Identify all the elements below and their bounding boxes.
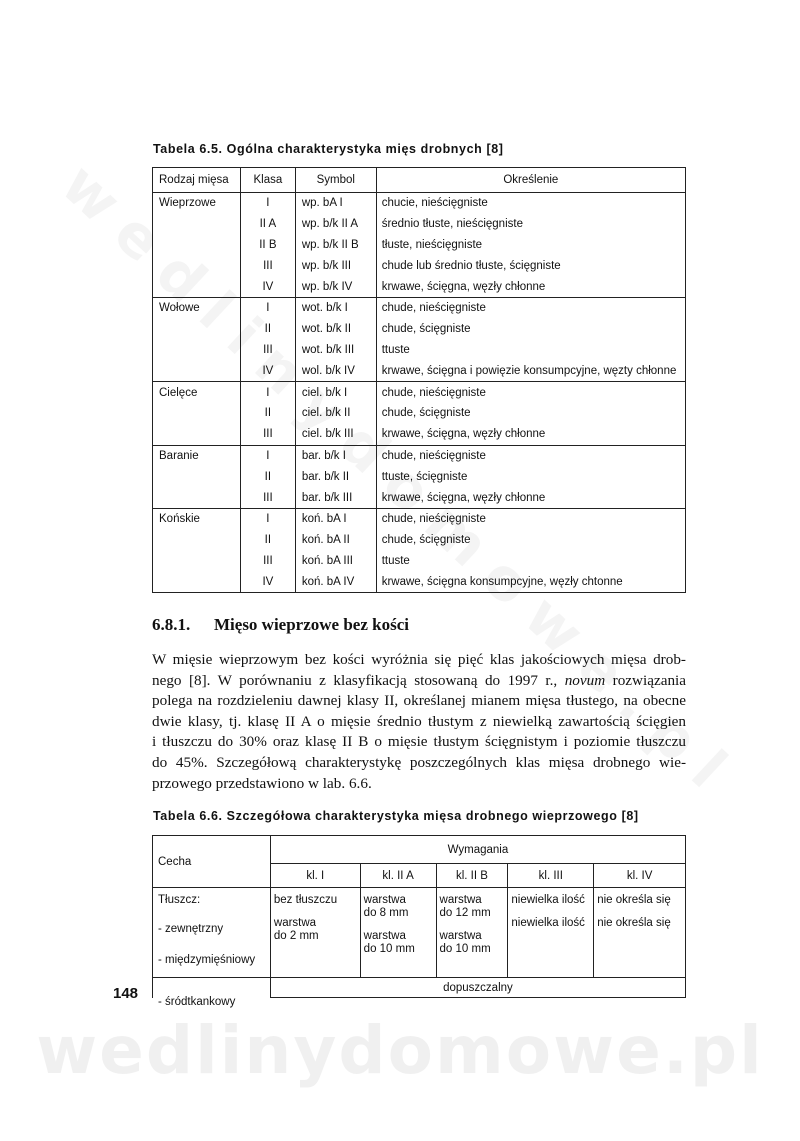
table-cell [436, 888, 508, 978]
table-header-row [153, 836, 686, 864]
cell-line: warstwa [439, 930, 482, 942]
table-cell: ttuste [376, 340, 685, 361]
table-body [153, 193, 686, 593]
table-cell: II [240, 319, 295, 340]
table-row [153, 193, 686, 214]
table-cell: tłuste, nieścięgniste [376, 235, 685, 256]
table-cell [153, 235, 241, 256]
table-cell: ciel. b/k II [295, 403, 376, 424]
table-cell [594, 888, 686, 978]
meat-classes-table [152, 167, 686, 593]
table-cell [153, 319, 241, 340]
italic-term: novum [564, 671, 606, 689]
table-cell: ciel. b/k I [295, 382, 376, 403]
cell-line: nie określa się [597, 917, 671, 929]
table-row [153, 255, 686, 276]
cell-line: bez tłuszczu [273, 894, 338, 906]
cell-line: do 8 mm [363, 907, 409, 919]
table-row [153, 888, 686, 978]
header-cell: kl. III [508, 864, 594, 888]
cell-line: warstwa [363, 930, 406, 942]
table-row [153, 424, 686, 445]
table-cell: II [240, 403, 295, 424]
paragraph-line: polega na rozdzieleniu dawnej klasy II, określanej mianem mięsa tłustego, na obecne [152, 692, 686, 710]
table-cell: III [240, 255, 295, 276]
cell-line: do 10 mm [363, 943, 415, 955]
header-cell: kl. II B [436, 864, 508, 888]
table-cell: krwawe, ścięgna i powięzie konsumpcyjne, węzty chłonne [376, 360, 685, 381]
table-cell: IV [240, 360, 295, 381]
table-cell: wot. b/k I [295, 297, 376, 318]
table-header-row [153, 168, 686, 193]
table-caption: Tabela 6.6. Szczegółowa charakterystyka mięsa drobnego wieprzowego [8] [153, 808, 639, 824]
table-cell: wp. b/k II A [295, 214, 376, 235]
table-row [153, 551, 686, 572]
table-cell: bar. b/k III [295, 487, 376, 508]
paragraph-line: do 45%. Szczegółową charakterystykę poszczególnych klas mięsa drobnego wie- [152, 753, 686, 771]
table-row [153, 571, 686, 592]
row-label: Tłuszcz: [158, 894, 201, 906]
pork-requirements-table [152, 835, 686, 998]
table-cell: wp. bA I [295, 193, 376, 214]
table-cell: bar. b/k II [295, 466, 376, 487]
cell-line: do 12 mm [439, 907, 491, 919]
table-row [153, 403, 686, 424]
header-cell: kl. IV [594, 864, 686, 888]
body-paragraph [152, 650, 686, 794]
header-cell: Określenie [376, 168, 685, 193]
table-cell: wot. b/k II [295, 319, 376, 340]
table-cell: I [240, 193, 295, 214]
table-row [153, 508, 686, 529]
table-row [153, 530, 686, 551]
table-cell: I [240, 297, 295, 318]
table-cell: chude, ścięgniste [376, 530, 685, 551]
table-cell [153, 571, 241, 592]
text-run: rozwiązania [605, 671, 687, 689]
table-cell: III [240, 551, 295, 572]
table-cell: III [240, 487, 295, 508]
table-cell: krwawe, ścięgna konsumpcyjne, węzły chtonne [376, 571, 685, 592]
table-row [153, 487, 686, 508]
table-cell: wp. b/k III [295, 255, 376, 276]
table-cell: IV [240, 571, 295, 592]
table-cell: II [240, 466, 295, 487]
table-cell [153, 403, 241, 424]
table-cell: I [240, 382, 295, 403]
table-row [153, 978, 686, 998]
table-cell: ttuste [376, 551, 685, 572]
table-cell: chude, ścięgniste [376, 403, 685, 424]
table-cell: wp. b/k IV [295, 276, 376, 297]
table-cell [153, 551, 241, 572]
table-cell: chude, nieścięgniste [376, 508, 685, 529]
table-cell: wp. b/k II B [295, 235, 376, 256]
table-row [153, 276, 686, 297]
table-cell: Baranie [153, 445, 241, 466]
table-row [153, 466, 686, 487]
sub-label: - międzymięśniowy [158, 954, 256, 966]
table-row [153, 445, 686, 466]
table-cell: koń. bA III [295, 551, 376, 572]
table-cell [153, 530, 241, 551]
table-cell [153, 255, 241, 276]
table-row [153, 235, 686, 256]
table-cell: IV [240, 276, 295, 297]
header-cell: Rodzaj mięsa [153, 168, 241, 193]
table-cell: dopuszczalny [270, 978, 685, 998]
table-cell: ciel. b/k III [295, 424, 376, 445]
cell-line: warstwa [363, 894, 406, 906]
table-cell [270, 888, 360, 978]
paragraph-line: przowego przedstawiono w lab. 6.6. [152, 774, 372, 792]
cell-line: warstwa [439, 894, 482, 906]
table-cell: krwawe, ścięgna, węzły chłonne [376, 487, 685, 508]
table-cell [153, 978, 271, 998]
table-cell: koń. bA II [295, 530, 376, 551]
cell-line: nie określa się [597, 894, 671, 906]
table-cell: koń. bA IV [295, 571, 376, 592]
table-cell [153, 466, 241, 487]
header-cell: Klasa [240, 168, 295, 193]
table-cell [508, 888, 594, 978]
table-cell: Cielęce [153, 382, 241, 403]
table-cell: I [240, 445, 295, 466]
section-heading [152, 615, 409, 635]
table-cell: bar. b/k I [295, 445, 376, 466]
text-run: nego [8]. W porównaniu z klasyfikacją stosowaną do 1997 r., [152, 671, 565, 689]
table-cell [153, 360, 241, 381]
table-cell [153, 276, 241, 297]
table-cell [153, 487, 241, 508]
table-cell [153, 340, 241, 361]
table-cell: chude, nieścięgniste [376, 297, 685, 318]
table-cell [153, 214, 241, 235]
table-cell: II A [240, 214, 295, 235]
header-cell: Wymagania [270, 836, 685, 864]
paragraph-line: i tłuszczu do 30% oraz klasę II B o mięsie tłustym ścięgnistym i poziomie tłuszczu [152, 733, 686, 751]
table-caption: Tabela 6.5. Ogólna charakterystyka mięs drobnych [8] [153, 141, 504, 157]
table-cell: wot. b/k III [295, 340, 376, 361]
cell-line: do 2 mm [273, 930, 319, 942]
cell-line: do 10 mm [439, 943, 491, 955]
table-cell: I [240, 508, 295, 529]
table-cell: Wołowe [153, 297, 241, 318]
table-cell: chude, nieścięgniste [376, 445, 685, 466]
header-cell: kl. II A [360, 864, 436, 888]
paragraph-line [152, 671, 686, 692]
header-cell: Symbol [295, 168, 376, 193]
table-cell: Końskie [153, 508, 241, 529]
table-cell: chude, ścięgniste [376, 319, 685, 340]
cell-line: warstwa [273, 917, 317, 929]
paragraph-line: dwie klasy, tj. klasę II A o mięsie średnio tłustym z niewielką zawartością ścięgien [152, 712, 686, 730]
sub-label: - śródtkankowy [158, 996, 236, 1008]
table-cell [360, 888, 436, 978]
table-cell: średnio tłuste, nieścięgniste [376, 214, 685, 235]
table-row [153, 214, 686, 235]
cell-line: niewielka ilość [511, 894, 585, 906]
table-cell: II [240, 530, 295, 551]
table-cell: chude, nieścięgniste [376, 382, 685, 403]
section-title: Mięso wieprzowe bez kości [214, 615, 409, 634]
cell-line: niewielka ilość [511, 917, 585, 929]
table-row [153, 297, 686, 318]
table-cell: Wieprzowe [153, 193, 241, 214]
table-row [153, 340, 686, 361]
table-cell: koń. bA I [295, 508, 376, 529]
table-cell: chude lub średnio tłuste, ścięgniste [376, 255, 685, 276]
table-row [153, 382, 686, 403]
sub-label: - zewnętrzny [158, 923, 224, 935]
table-cell: II B [240, 235, 295, 256]
table-cell [153, 424, 241, 445]
table-cell: krwawe, ścięgna, węzły chłonne [376, 424, 685, 445]
table-row [153, 360, 686, 381]
table-row [153, 319, 686, 340]
table-cell: III [240, 424, 295, 445]
paragraph-line: W mięsie wieprzowym bez kości wyróżnia się pięć klas jakościowych mięsa drob- [152, 651, 686, 668]
page-number: 148 [113, 985, 139, 1002]
section-number: 6.8.1. [152, 615, 191, 634]
table-cell: III [240, 340, 295, 361]
header-cell: Cecha [153, 836, 271, 888]
table-cell: krwawe, ścięgna, węzły chłonne [376, 276, 685, 297]
header-cell: kl. I [270, 864, 360, 888]
table-cell: wol. b/k IV [295, 360, 376, 381]
table-cell: ttuste, ścięgniste [376, 466, 685, 487]
row-label-cell [153, 888, 271, 978]
table-cell: chucie, nieścięgniste [376, 193, 685, 214]
watermark-bottom: wedlinydomowe.pl [36, 1012, 764, 1089]
